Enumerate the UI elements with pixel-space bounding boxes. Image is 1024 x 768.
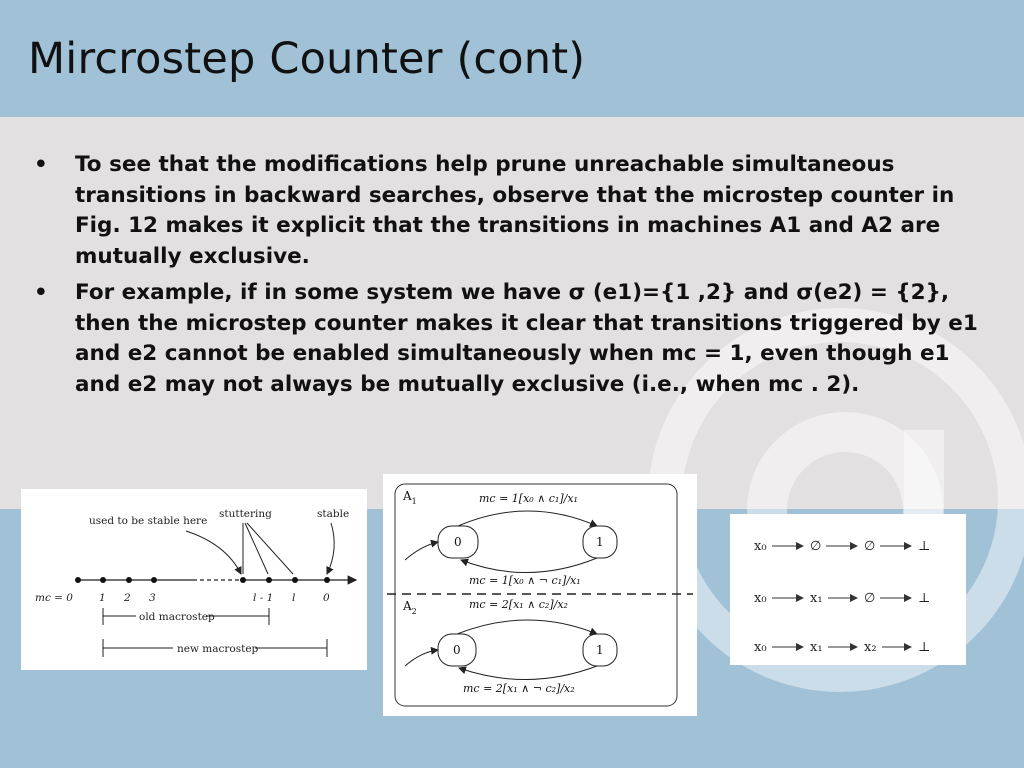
- a1-state-1-label: 1: [596, 535, 604, 549]
- timeline-point: [240, 577, 246, 583]
- state-machines-figure: [383, 474, 697, 716]
- a2-state-1-label: 1: [596, 643, 604, 657]
- tick-label-2: 2: [124, 592, 131, 604]
- machines-frame: [395, 484, 677, 706]
- old-macrostep-label: old macrostep: [139, 611, 215, 623]
- seq-3-item-4: ⊥: [918, 640, 931, 655]
- seq-2-item-2: x₁: [810, 591, 823, 606]
- a2-top-transition: [457, 620, 597, 634]
- a2-label: $A_2$: [403, 599, 417, 616]
- slide-title: Mircrostep Counter (cont): [28, 34, 586, 84]
- stutter-line-3: [247, 523, 293, 574]
- a2-bottom-transition: [459, 666, 597, 680]
- a1-initial-arrow: [405, 542, 438, 560]
- timeline-point: [126, 577, 132, 583]
- used-stable-label: used to be stable here: [89, 515, 208, 527]
- sequence-row-3: [754, 640, 930, 655]
- seq-2-item-4: ⊥: [918, 591, 931, 606]
- timeline-point: [266, 577, 272, 583]
- seq-2-item-1: x₀: [754, 591, 767, 606]
- bullet-text-1: To see that the modifications help prune unreachable simultaneous transitions in backward searches, observe that the microstep counter in Fig. 12 makes it explicit that the transitions in machines A1 and A2 are mutually exclusive.: [75, 152, 955, 269]
- bullet-item-2: [30, 278, 990, 400]
- seq-3-item-3: x₂: [864, 640, 877, 655]
- seq-2-item-3: ∅: [864, 591, 876, 606]
- tick-label-l: l: [292, 592, 296, 604]
- bullet-list: [30, 150, 990, 406]
- seq-3-item-1: x₀: [754, 640, 767, 655]
- a2-state-0-label: 0: [453, 643, 461, 657]
- seq-1-item-3: ∅: [864, 539, 876, 554]
- bullet-text-2: For example, if in some system we have σ (e1)={1 ,2} and σ(e2) = {2}, then the microstep counter makes it clear that transitions triggered by e1 and e2 cannot be enabled simultaneously when mc = 1, even though e1 and e2 may not always be mutually exclusive (i.e., when mc . 2).: [75, 280, 978, 397]
- tick-label-0: 0: [323, 592, 330, 604]
- timeline-point: [75, 577, 81, 583]
- bullet-item-1: [30, 150, 990, 272]
- timeline-point: [100, 577, 106, 583]
- a1-bottom-transition: [461, 558, 597, 573]
- seq-3-item-2: x₁: [810, 640, 823, 655]
- stuttering-label: stuttering: [219, 508, 272, 520]
- bullet-dot-icon: •: [34, 152, 48, 177]
- seq-1-item-1: x₀: [754, 539, 767, 554]
- a1-state-0-label: 0: [454, 535, 462, 549]
- tick-label-3: 3: [149, 592, 156, 604]
- seq-1-item-4: ⊥: [918, 539, 931, 554]
- timeline-point: [292, 577, 298, 583]
- sequences-figure: [730, 514, 966, 665]
- a1-top-transition: [458, 511, 597, 526]
- a1-label: $A_1$: [403, 489, 417, 506]
- sequence-row-1: [754, 539, 930, 554]
- stable-label: stable: [317, 508, 350, 520]
- seq-1-item-2: ∅: [810, 539, 822, 554]
- tick-label-1: 1: [99, 592, 106, 604]
- timeline-point: [151, 577, 157, 583]
- sequence-row-2: [754, 591, 930, 606]
- timeline-point: [324, 577, 330, 583]
- stable-arrow: [327, 523, 334, 574]
- macrostep-timeline-figure: [21, 489, 367, 670]
- a1-top-guard: mc = 1[x₀ ∧ c₁]/x₁: [479, 492, 578, 505]
- a2-initial-arrow: [405, 650, 438, 666]
- used-stable-arrow: [186, 531, 241, 574]
- macrostep-timeline-diagram: [21, 489, 367, 670]
- new-macrostep-label: new macrostep: [177, 643, 259, 655]
- a2-top-guard: mc = 2[x₁ ∧ c₂]/x₂: [469, 598, 568, 611]
- sequences-diagram: [730, 514, 966, 665]
- mc-label: mc = 0: [35, 592, 73, 604]
- stutter-line-2: [245, 523, 268, 574]
- a1-bottom-guard: mc = 1[x₀ ∧ ¬ c₁]/x₁: [469, 574, 581, 587]
- state-machines-diagram: [383, 474, 697, 716]
- bullet-dot-icon: •: [34, 280, 48, 305]
- tick-label-l-minus-1: l - 1: [253, 592, 274, 604]
- a2-bottom-guard: mc = 2[x₁ ∧ ¬ c₂]/x₂: [463, 682, 575, 695]
